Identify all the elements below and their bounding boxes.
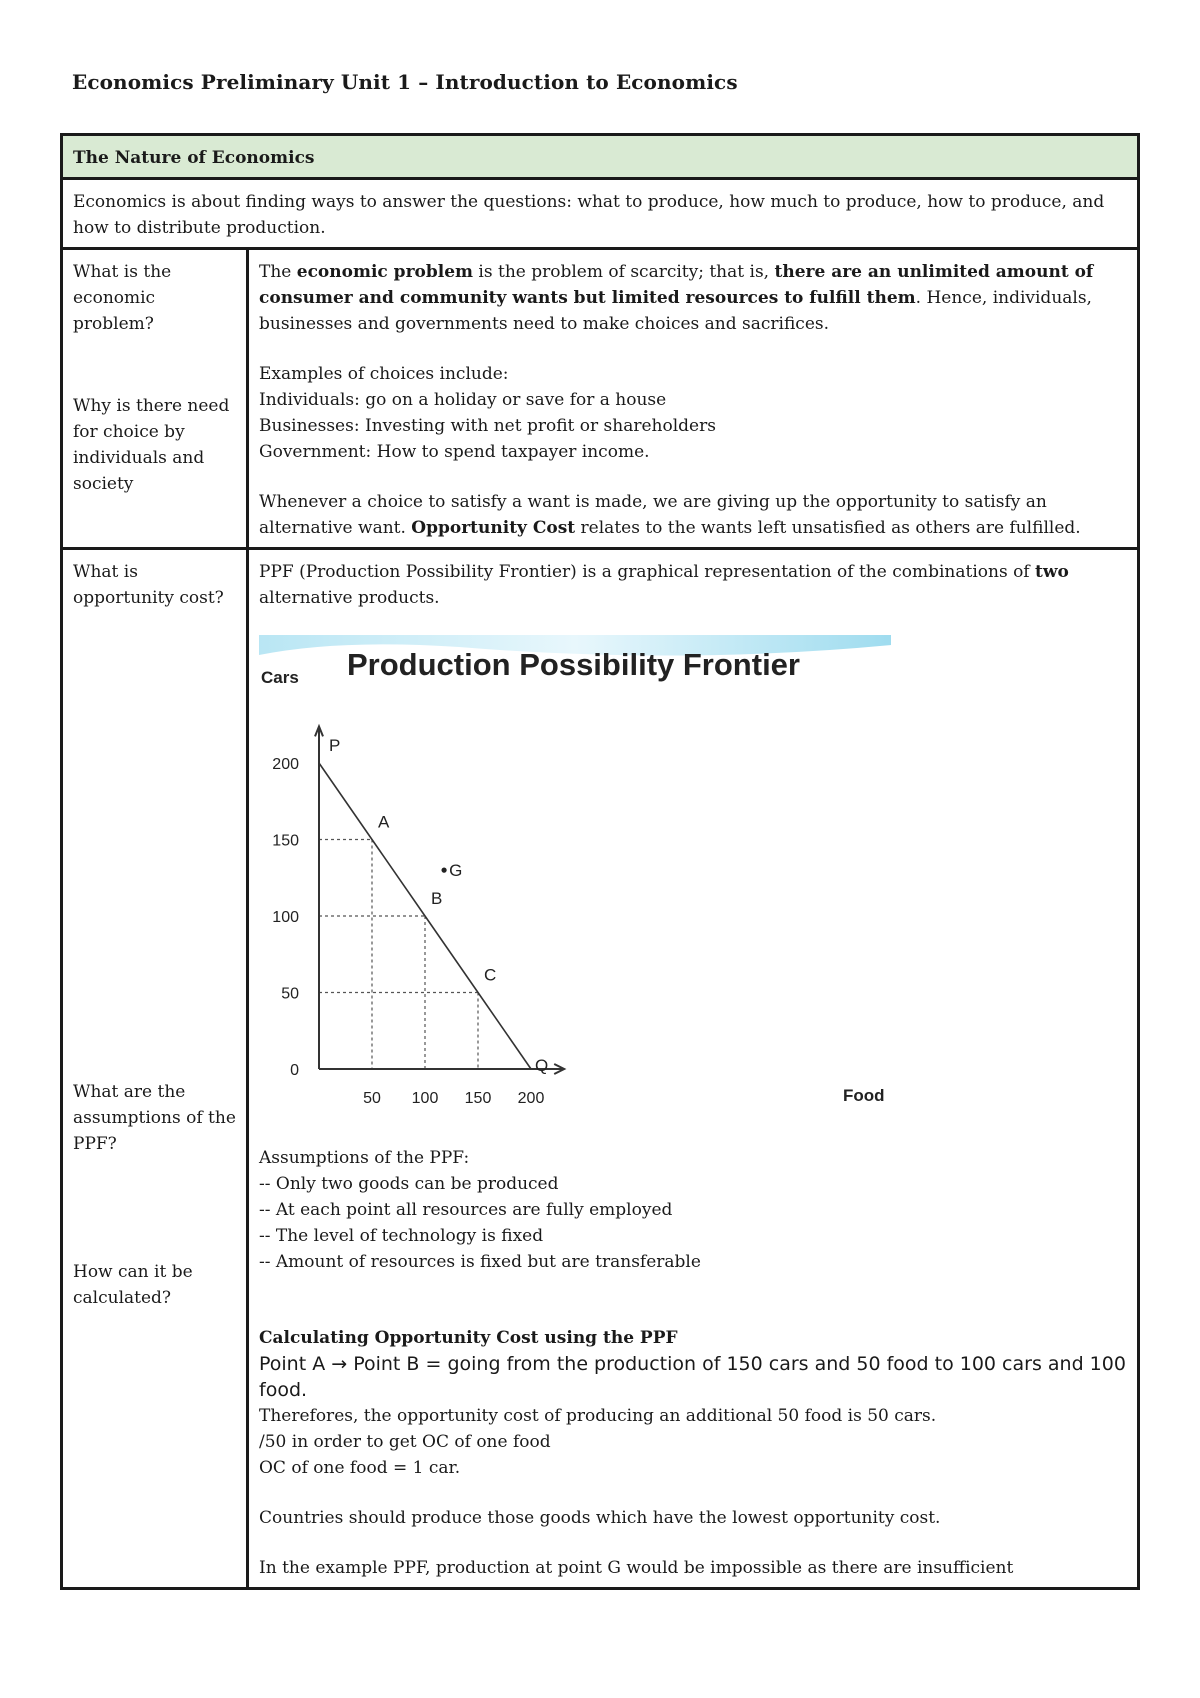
opportunity-cost-text — [259, 489, 1127, 541]
row1-questions — [62, 249, 248, 549]
x-tick-label: 50 — [363, 1090, 381, 1107]
assumption-line: -- The level of technology is fixed — [259, 1226, 544, 1246]
intro-cell — [62, 179, 1139, 249]
assumption-line: -- Only two goods can be produced — [259, 1174, 559, 1194]
point-label: P — [329, 736, 341, 755]
countries-text: Countries should produce those goods which have the lowest opportunity cost. — [259, 1508, 941, 1528]
notes-table — [60, 133, 1140, 1590]
question-assumptions: What are the assumptions of the PPF? — [73, 1082, 236, 1154]
example-text: In the example PPF, production at point G would be impossible as there are insufficient — [259, 1558, 1014, 1578]
point-g-marker — [441, 868, 446, 873]
calc-step: Therefores, the opportunity cost of producing an additional 50 food is 50 cars. — [259, 1406, 937, 1426]
page-title: Economics Preliminary Unit 1 – Introduction to Economics — [72, 70, 738, 94]
x-axis-label: Food — [843, 1086, 885, 1105]
x-tick-label: 200 — [517, 1090, 545, 1107]
row1-answers — [248, 249, 1139, 549]
point-label: C — [484, 965, 497, 985]
text-run: Whenever a choice to satisfy a want is made, we are giving up the opportunity to satisfy an alternative want. — [259, 492, 1047, 538]
chart-background — [259, 635, 891, 1125]
example-line: Examples of choices include: — [259, 364, 509, 384]
point-label: B — [431, 889, 443, 908]
y-tick-label: 50 — [281, 985, 299, 1003]
section-header: The Nature of Economics — [62, 135, 1139, 179]
economic-problem-text — [259, 259, 1127, 337]
text-run: . Hence, individuals, businesses and governments need to make choices and sacrifices. — [259, 288, 1092, 334]
text-run: The — [259, 262, 297, 282]
point-label: A — [378, 812, 390, 832]
y-tick-label: 100 — [272, 909, 299, 926]
ppf-chart — [259, 635, 891, 1125]
calc-step: /50 in order to get OC of one food — [259, 1432, 551, 1452]
assumption-line: -- Amount of resources is fixed but are transferable — [259, 1252, 701, 1272]
question-opportunity-cost: What is opportunity cost? — [73, 562, 224, 608]
y-tick-label: 200 — [272, 756, 299, 773]
bold-statement: there are an unlimited amount of consumer and community wants but limited resources to fulfill them — [259, 262, 1094, 308]
text-run: relates to the wants left unsatisfied as others are fulfilled. — [575, 518, 1081, 538]
row2-answers — [248, 549, 1139, 1589]
text-run: PPF (Production Possibility Frontier) is a graphical representation of the combinations of — [259, 562, 1036, 582]
question-calculated: How can it be calculated? — [73, 1262, 193, 1308]
bold-term: two — [1035, 562, 1069, 582]
chart-title: Production Possibility Frontier — [347, 647, 800, 682]
text-run: alternative products. — [259, 588, 440, 608]
question-need-for-choice: Why is there need for choice by individuals and society — [73, 396, 230, 494]
bold-term: economic problem — [296, 262, 474, 282]
row2-questions — [62, 549, 248, 1589]
calc-step: OC of one food = 1 car. — [259, 1458, 461, 1478]
point-label: G — [449, 861, 463, 881]
x-tick-label: 100 — [411, 1090, 439, 1107]
ppf-chart-svg — [259, 635, 891, 1125]
text-run: is the problem of scarcity; that is, — [473, 262, 775, 282]
y-tick-label: 0 — [290, 1062, 299, 1079]
example-line: Government: How to spend taxpayer income. — [259, 442, 650, 462]
y-axis-label: Cars — [261, 668, 299, 687]
x-tick-label: 150 — [464, 1090, 492, 1107]
example-line: Individuals: go on a holiday or save for a house — [259, 390, 667, 410]
calc-heading: Calculating Opportunity Cost using the PPF — [259, 1328, 678, 1348]
y-tick-label: 150 — [272, 832, 299, 850]
example-line: Businesses: Investing with net profit or shareholders — [259, 416, 716, 436]
bold-term: Opportunity Cost — [411, 518, 576, 538]
calc-line: Point A → Point B = going from the production of 150 cars and 50 food to 100 cars and 100 food. — [259, 1353, 1126, 1401]
point-label: Q — [535, 1056, 549, 1075]
ppf-definition — [259, 559, 1127, 611]
question-economic-problem: What is the economic problem? — [73, 262, 172, 334]
assumption-line: -- At each point all resources are fully employed — [259, 1200, 673, 1220]
intro-text: Economics is about finding ways to answer the questions: what to produce, how much to produce, how to produce, and how to distribute production. — [73, 192, 1105, 238]
assumption-line: Assumptions of the PPF: — [259, 1148, 470, 1168]
